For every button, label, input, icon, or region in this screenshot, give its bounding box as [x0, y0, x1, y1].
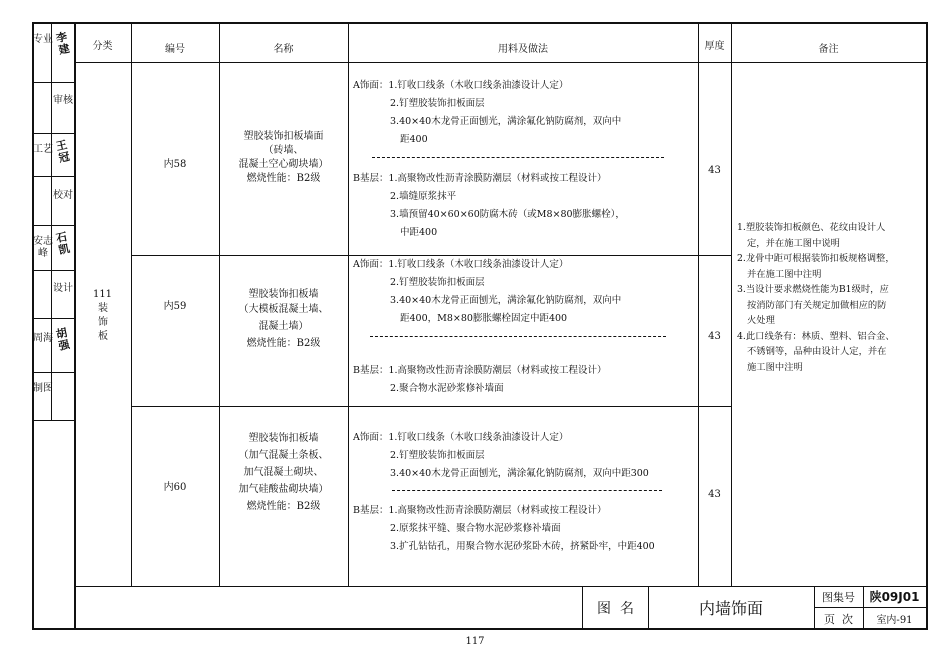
sidebar-role-review: 审核 [53, 95, 73, 106]
figure-name-label: 图 名 [597, 601, 634, 617]
header-bottom [74, 62, 926, 63]
frame-top [32, 22, 928, 24]
category-number: 111 [92, 289, 113, 300]
atlas-number: 陕09J01 [869, 590, 920, 604]
category-label: 装饰板 [98, 303, 108, 342]
row1-thickness: 43 [708, 165, 721, 176]
row2-thickness: 43 [708, 331, 721, 342]
page-code: 室内-91 [876, 615, 913, 626]
sidebar-role-drawing: 制图 [33, 383, 53, 394]
sidebar-role-name: 安志峰 [33, 236, 53, 259]
signature-2: 王冠 [54, 138, 71, 165]
row3-code: 内60 [163, 482, 187, 493]
page-label: 页 次 [824, 613, 853, 626]
sidebar-role-check: 校对 [53, 190, 73, 201]
header-method: 用料及做法 [498, 44, 548, 55]
sidebar-role-design: 设计 [53, 283, 73, 294]
sidebar-role-person: 周海 [33, 333, 53, 344]
signature-1: 李建 [54, 30, 71, 57]
title-block-top [74, 586, 926, 587]
remarks-notes: 1.塑胶装饰扣板颜色、花纹由设计人 定，并在施工图中说明 2.龙骨中距可根据装饰扣板规格调整， 并在施工图中注明 3.当设计要求燃烧性能为B1级时，应 按消防部门有关规定加做相应的防 火处理 4.此口线条有：林质、塑料、铝合金、 不锈钢等，品种由设计人定，并在 施工图中注明 [737, 222, 895, 373]
sidebar-role-specialty: 专业 [33, 34, 53, 45]
row1-code: 内58 [163, 159, 187, 170]
header-name: 名称 [273, 44, 294, 55]
signature-4: 胡强 [54, 326, 71, 353]
atlas-number-label: 图集号 [822, 591, 855, 604]
sidebar-bottom [32, 420, 74, 421]
frame-right [926, 22, 928, 630]
header-category: 分类 [92, 41, 113, 52]
row3-thickness: 43 [708, 489, 721, 500]
header-thickness: 厚度 [704, 41, 725, 52]
page-number: 117 [465, 636, 485, 647]
signature-3: 石凯 [54, 230, 71, 257]
sidebar-role-process: 工艺 [33, 144, 53, 155]
row2-code: 内59 [163, 301, 187, 312]
header-remarks: 备注 [818, 44, 839, 55]
header-number: 编号 [165, 44, 185, 55]
table-left-border [74, 22, 76, 630]
frame-bottom [32, 628, 928, 630]
frame-left [32, 22, 34, 630]
figure-name: 内墙饰面 [698, 599, 763, 618]
